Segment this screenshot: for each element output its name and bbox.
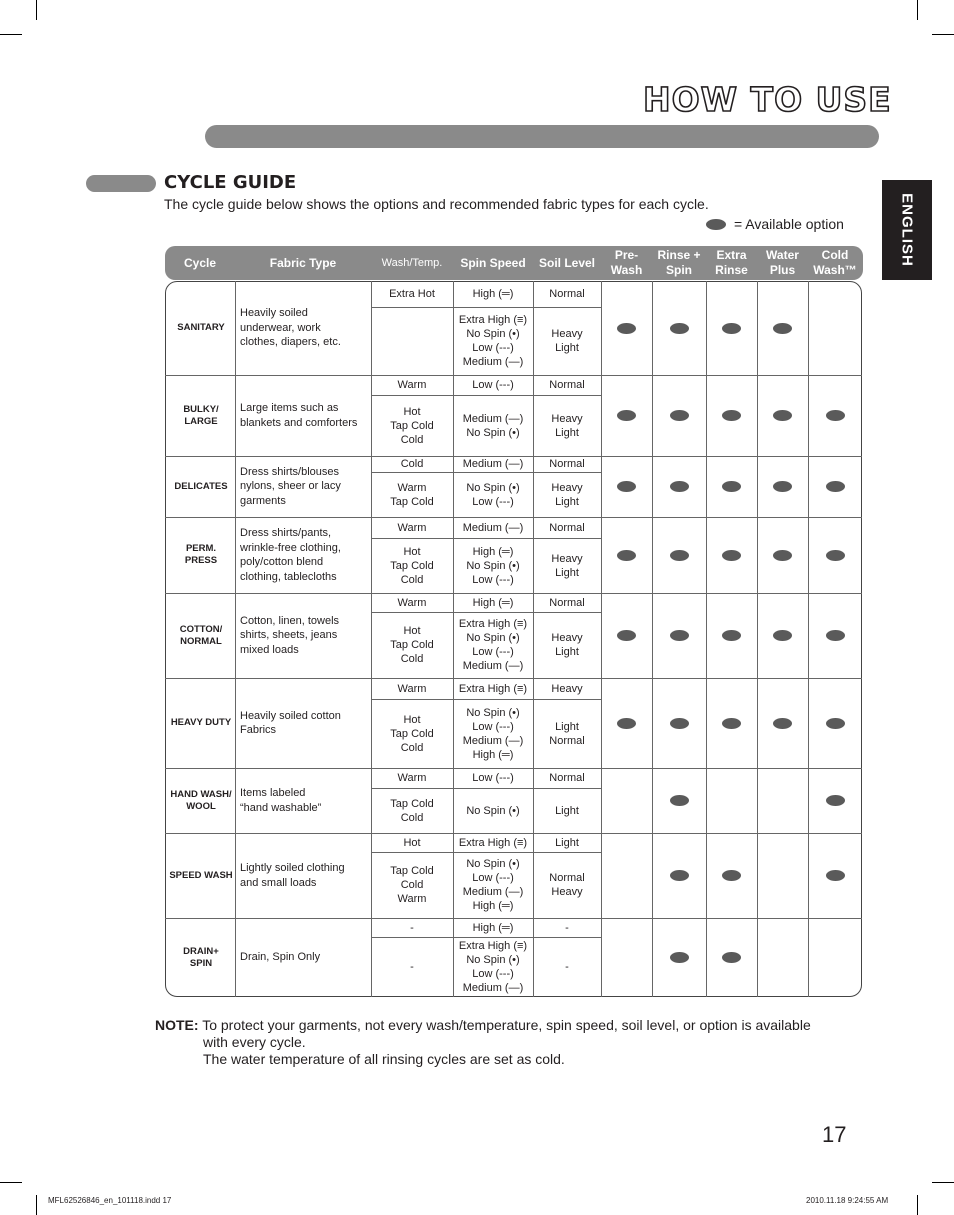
spin-speed: No Spin (•)	[466, 804, 520, 817]
soil-level: Heavy Light	[551, 552, 583, 579]
sub-row-divider	[371, 937, 601, 938]
header-cell: Soil Level	[538, 255, 596, 270]
header-cell: Wash/Temp.	[381, 256, 443, 269]
available-option-dot-icon	[617, 550, 636, 561]
cycle-name: PERM. PRESS	[184, 543, 218, 566]
soil-level: Heavy	[551, 682, 583, 695]
header-cell: Cold Wash™	[813, 248, 857, 277]
sub-row-divider	[371, 788, 601, 789]
spin-speed: Low (---)	[472, 379, 514, 391]
fabric-type: Dress shirts/blouses nylons, sheer or lacy garments	[240, 465, 341, 507]
wash-temp: Cold	[400, 458, 424, 470]
column-divider	[601, 281, 602, 997]
sub-row-divider	[371, 395, 601, 396]
soil-level: Light	[555, 836, 579, 849]
available-option-dot-icon	[722, 550, 741, 561]
cycle-name: SANITARY	[177, 322, 225, 333]
fabric-type: Drain, Spin Only	[240, 951, 321, 963]
header-cell: Rinse + Spin	[657, 248, 701, 277]
header-cell: Extra Rinse	[715, 248, 748, 277]
legend-label: = Available option	[734, 216, 844, 232]
row-divider	[165, 517, 862, 518]
available-option-dot-icon	[670, 410, 689, 421]
available-option-dot-icon	[826, 718, 845, 729]
note-line-3: The water temperature of all rinsing cycles are set as cold.	[203, 1051, 565, 1067]
header-cell: Pre- Wash	[610, 248, 643, 277]
note-line-1: To protect your garments, not every wash/temperature, spin speed, soil level, or option is available	[202, 1017, 811, 1033]
header-cell: Water Plus	[766, 248, 799, 277]
available-option-dot-icon	[722, 630, 741, 641]
spin-speed: High (═)	[472, 921, 514, 934]
sub-row-divider	[371, 472, 601, 473]
available-option-dot-icon	[722, 870, 741, 881]
available-option-dot-icon	[670, 550, 689, 561]
fabric-type: Items labeled “hand washable”	[240, 787, 322, 814]
spin-speed: Low (---)	[472, 772, 514, 784]
wash-temp: Hot Tap Cold Cold	[390, 625, 434, 665]
cycle-name: HAND WASH/ WOOL	[170, 788, 232, 812]
column-divider	[706, 281, 707, 997]
soil-level: Heavy Light	[551, 481, 583, 508]
spin-speed: Extra High (≡)	[458, 682, 528, 695]
available-option-dot-icon	[670, 630, 689, 641]
page-title: HOW TO USE	[643, 80, 892, 119]
cycle-name: SPEED WASH	[169, 869, 233, 881]
wash-temp: -	[410, 961, 414, 973]
available-option-dot-icon	[773, 481, 792, 492]
available-option-dot-icon	[617, 410, 636, 421]
available-option-dot-icon	[826, 630, 845, 641]
page-number: 17	[822, 1122, 847, 1147]
available-option-dot-icon	[826, 481, 845, 492]
column-divider	[652, 281, 653, 997]
wash-temp: -	[410, 921, 414, 934]
wash-temp: Tap Cold Cold	[390, 797, 434, 824]
cycle-name: DRAIN+ SPIN	[183, 945, 219, 969]
header-bar	[205, 125, 879, 148]
soil-level: Normal	[549, 288, 585, 300]
note-label: NOTE:	[155, 1017, 199, 1033]
fabric-type: Lightly soiled clothing and small loads	[240, 862, 345, 889]
sub-row-divider	[371, 307, 601, 308]
spin-speed: High (═) No Spin (•) Low (---)	[466, 545, 520, 586]
language-tab	[882, 180, 932, 280]
available-option-dot-icon	[670, 795, 689, 806]
section-title: CYCLE GUIDE	[164, 172, 297, 193]
section-intro: The cycle guide below shows the options and recommended fabric types for each cycle.	[164, 196, 709, 212]
wash-temp: Warm Tap Cold	[390, 481, 434, 508]
wash-temp: Hot Tap Cold Cold	[390, 713, 434, 754]
soil-level: Normal	[549, 596, 585, 609]
language-tab-label: ENGLISH	[898, 193, 916, 267]
cycle-name: DELICATES	[174, 480, 228, 492]
row-divider	[165, 833, 862, 834]
wash-temp: Warm	[397, 772, 427, 784]
soil-level: -	[565, 961, 569, 973]
spin-speed: Medium (—) No Spin (•)	[462, 412, 524, 439]
column-divider	[808, 281, 809, 997]
row-divider	[165, 678, 862, 679]
sub-row-divider	[371, 538, 601, 539]
soil-level: Heavy Light	[551, 632, 583, 658]
sub-row-divider	[371, 852, 601, 853]
wash-temp: Extra Hot	[389, 288, 435, 300]
cycle-name: HEAVY DUTY	[170, 717, 232, 728]
spin-speed: No Spin (•) Low (---)	[466, 481, 520, 508]
available-option-dot-icon	[617, 630, 636, 641]
soil-level: Normal Heavy	[549, 872, 585, 898]
available-option-dot-icon	[670, 323, 689, 334]
available-option-dot-icon	[670, 718, 689, 729]
spin-speed: Medium (—)	[462, 521, 524, 534]
fabric-type: Heavily soiled cotton Fabrics	[240, 709, 341, 736]
available-option-dot-icon	[722, 481, 741, 492]
row-divider	[165, 768, 862, 769]
wash-temp: Warm	[397, 521, 427, 534]
spin-speed: Extra High (≡) No Spin (•) Low (---) Medium (—)	[458, 940, 528, 994]
wash-temp: Warm	[397, 379, 427, 391]
wash-temp: Tap Cold Cold Warm	[390, 865, 434, 905]
sub-row-divider	[371, 699, 601, 700]
row-divider	[165, 918, 862, 919]
soil-level: Light Normal	[549, 720, 585, 747]
available-option-dot-icon	[773, 550, 792, 561]
available-option-dot-icon	[722, 323, 741, 334]
spin-speed: High (═)	[472, 596, 514, 609]
spin-speed: Extra High (≡) No Spin (•) Low (---) Medium (—)	[458, 314, 528, 368]
table-header	[165, 246, 863, 280]
section-pill	[86, 175, 156, 192]
available-option-dot-icon	[826, 410, 845, 421]
available-option-dot-icon	[617, 481, 636, 492]
available-option-dot-icon	[670, 481, 689, 492]
fabric-type: Heavily soiled underwear, work clothes, diapers, etc.	[240, 307, 341, 348]
available-option-dot-icon	[826, 870, 845, 881]
note-line-2: with every cycle.	[203, 1034, 306, 1050]
wash-temp: Hot Tap Cold Cold	[390, 545, 434, 586]
row-divider	[165, 593, 862, 594]
available-option-dot-icon	[773, 718, 792, 729]
spin-speed: No Spin (•) Low (---) Medium (—) High (═)	[462, 706, 524, 761]
fabric-type: Cotton, linen, towels shirts, sheets, jeans mixed loads	[240, 614, 340, 656]
cycle-name: BULKY/ LARGE	[183, 403, 219, 427]
fabric-type: Dress shirts/pants, wrinkle-free clothing, poly/cotton blend clothing, tablecloths	[240, 527, 341, 583]
available-option-dot-icon	[826, 550, 845, 561]
wash-temp: Warm	[397, 596, 427, 609]
spin-speed: Extra High (≡) No Spin (•) Low (---) Medium (—)	[458, 618, 528, 672]
available-option-dot-icon	[617, 323, 636, 334]
available-option-dot-icon	[722, 718, 741, 729]
soil-level: Light	[555, 804, 579, 817]
header-cell: Fabric Type	[269, 255, 337, 270]
cycle-name: COTTON/ NORMAL	[179, 623, 223, 647]
available-option-dot-icon	[670, 952, 689, 963]
soil-level: -	[565, 921, 569, 934]
wash-temp: Warm	[397, 682, 427, 695]
note	[155, 1017, 875, 1068]
available-option-dot-icon	[670, 870, 689, 881]
footer-file: MFL62526846_en_101118.indd 17	[48, 1196, 172, 1205]
soil-level: Heavy Light	[551, 328, 583, 354]
fabric-type: Large items such as blankets and comforters	[240, 402, 358, 429]
spin-speed: Medium (—)	[462, 458, 524, 470]
soil-level: Normal	[549, 521, 585, 534]
available-option-dot-icon	[706, 219, 726, 230]
spin-speed: No Spin (•) Low (---) Medium (—) High (═)	[462, 858, 524, 912]
spin-speed: High (═)	[472, 288, 514, 300]
available-option-dot-icon	[722, 952, 741, 963]
available-option-dot-icon	[773, 323, 792, 334]
available-option-dot-icon	[617, 718, 636, 729]
available-option-dot-icon	[722, 410, 741, 421]
footer-timestamp: 2010.11.18 9:24:55 AM	[806, 1196, 889, 1205]
soil-level: Heavy Light	[551, 412, 583, 439]
available-option-dot-icon	[773, 630, 792, 641]
row-divider	[165, 375, 862, 376]
soil-level: Normal	[549, 379, 585, 391]
column-divider	[757, 281, 758, 997]
header-cell: Spin Speed	[460, 255, 526, 270]
soil-level: Normal	[549, 458, 585, 470]
available-option-dot-icon	[826, 795, 845, 806]
available-option-dot-icon	[773, 410, 792, 421]
sub-row-divider	[371, 612, 601, 613]
spin-speed: Extra High (≡)	[458, 836, 528, 849]
soil-level: Normal	[549, 772, 585, 784]
wash-temp: Hot	[403, 836, 421, 849]
legend	[706, 216, 844, 232]
header-cell: Cycle	[183, 255, 217, 270]
wash-temp: Hot Tap Cold Cold	[390, 405, 434, 446]
